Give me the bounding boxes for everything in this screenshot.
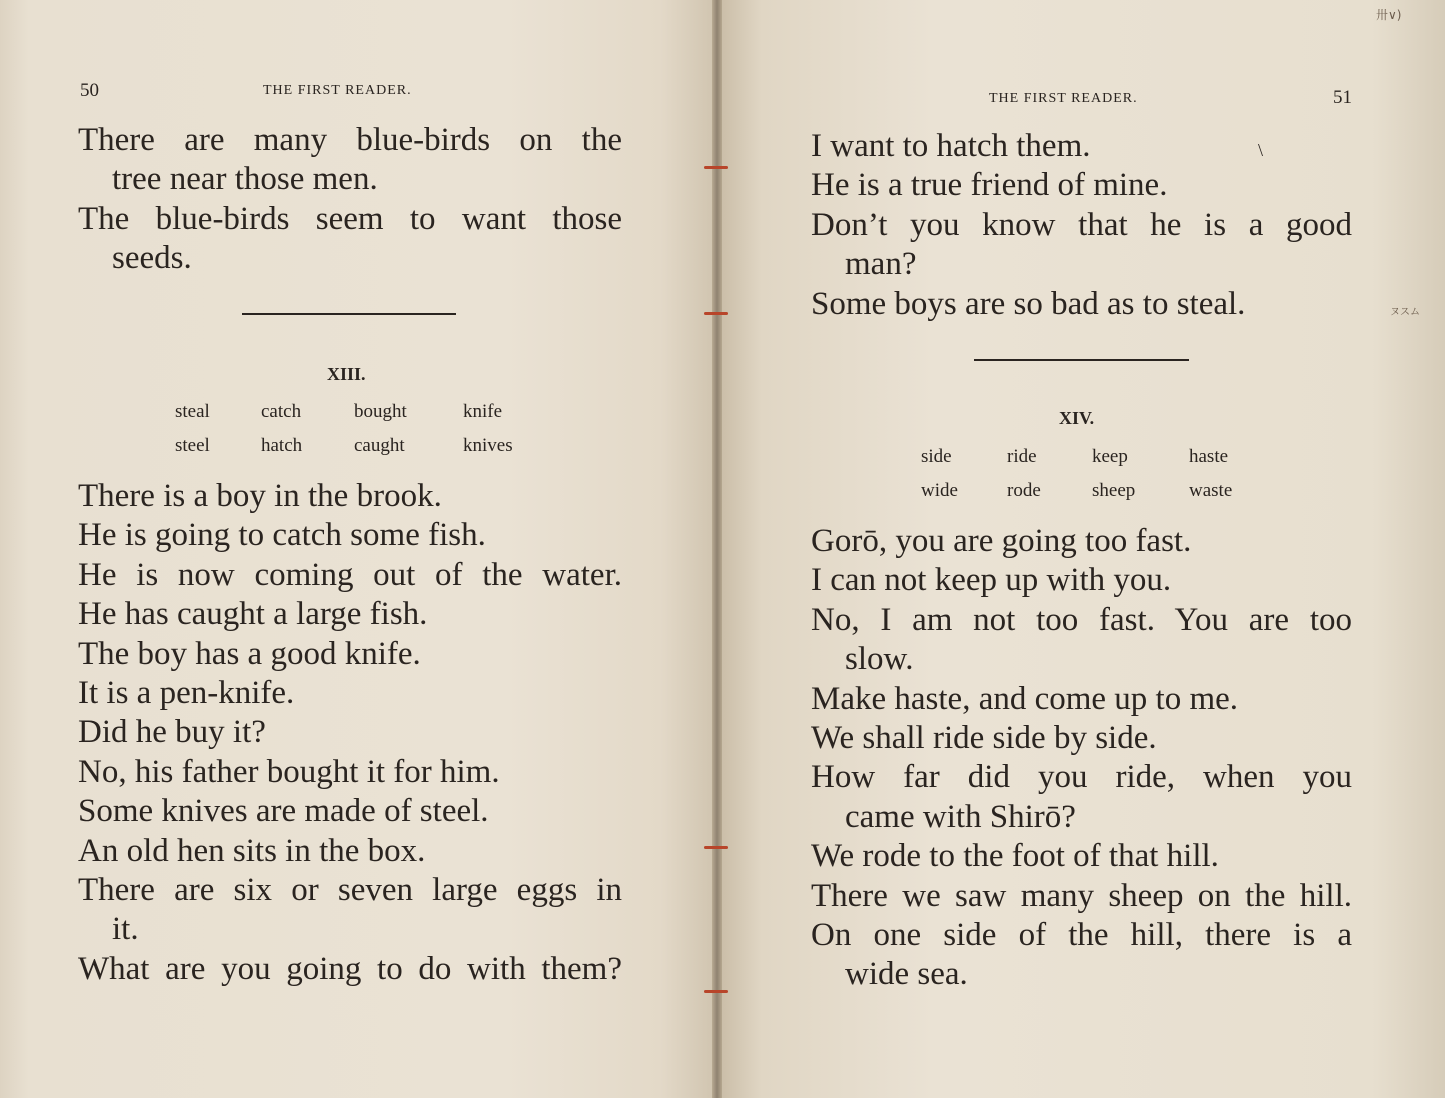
margin-note: ヌスム: [1390, 307, 1420, 318]
binding-stitch: [704, 312, 728, 315]
text-line: There are many blue-birds on the: [78, 122, 622, 158]
text-line: wide sea.: [845, 956, 968, 993]
text-line: He has caught a large fish.: [78, 596, 428, 633]
vocab-row: [921, 446, 1281, 480]
text-line: There we saw many sheep on the hill.: [811, 877, 1352, 914]
vocab-word: knife: [463, 401, 503, 422]
book-gutter: [712, 0, 722, 1098]
text-line: We shall ride side by side.: [811, 719, 1157, 756]
text-line: Gorō, you are going too fast.: [811, 523, 1192, 559]
text-line: He is a true friend of mine.: [811, 167, 1168, 204]
handwritten-note: 卅∨): [1376, 8, 1402, 22]
lesson-passage: [811, 522, 1352, 995]
vocab-word: waste: [1189, 480, 1233, 501]
pencil-mark: \: [1258, 140, 1264, 160]
text-line: No, his father bought it for him.: [78, 753, 500, 790]
text-line: There is a boy in the brook.: [78, 478, 442, 514]
vocab-word: sheep: [1092, 480, 1136, 501]
binding-stitch: [704, 166, 728, 169]
vocab-word: steal: [175, 401, 210, 422]
page-number: 50: [80, 80, 99, 101]
vocab-word: side: [921, 446, 952, 467]
binding-stitch: [704, 990, 728, 993]
text-line: He is going to catch some fish.: [78, 517, 486, 554]
left-page: [0, 0, 718, 1098]
vocab-row: [175, 435, 555, 469]
text-line: came with Shirō?: [845, 798, 1076, 835]
text-line: He is now coming out of the water.: [78, 556, 622, 593]
text-line: Some boys are so bad as to steal.: [811, 285, 1246, 322]
text-line: it.: [112, 911, 139, 948]
top-passage: [811, 127, 1352, 324]
text-line: How far did you ride, when you: [811, 759, 1352, 796]
vocab-word: haste: [1189, 446, 1229, 467]
lesson-passage: [78, 477, 622, 989]
vocab-word: hatch: [261, 435, 303, 456]
vocab-word: bought: [354, 401, 407, 422]
vocabulary-table: [175, 401, 555, 469]
text-line: I can not keep up with you.: [811, 562, 1172, 599]
text-line: Make haste, and come up to me.: [811, 680, 1239, 717]
text-line: seeds.: [112, 240, 192, 277]
running-head: THE FIRST READER.: [263, 83, 412, 98]
vocab-word: wide: [921, 480, 958, 501]
text-line: It is a pen-knife.: [78, 674, 295, 711]
section-divider: [974, 359, 1189, 361]
vocab-word: rode: [1007, 480, 1041, 501]
text-line: No, I am not too fast. You are too: [811, 601, 1352, 638]
section-divider: [242, 313, 456, 315]
binding-stitch: [704, 846, 728, 849]
text-line: We rode to the foot of that hill.: [811, 838, 1219, 875]
page-number: 51: [1333, 87, 1352, 108]
text-line: man?: [845, 246, 917, 283]
vocab-word: ride: [1007, 446, 1037, 467]
text-line: I want to hatch them.: [811, 128, 1091, 164]
running-head: THE FIRST READER.: [989, 91, 1138, 106]
lesson-number: XIV.: [1059, 408, 1095, 428]
text-line: Did he buy it?: [78, 714, 266, 751]
lesson-number: XIII.: [327, 364, 366, 384]
text-line: slow.: [845, 641, 914, 678]
top-passage: [78, 121, 622, 279]
vocab-word: knives: [463, 435, 513, 456]
vocabulary-table: [921, 446, 1281, 512]
text-line: Some knives are made of steel.: [78, 793, 489, 830]
vocab-row: [175, 401, 555, 435]
vocab-row: [921, 480, 1281, 512]
text-line: An old hen sits in the box.: [78, 832, 426, 869]
vocab-word: steel: [175, 435, 210, 456]
text-line: There are six or seven large eggs in: [78, 871, 622, 908]
text-line: The blue-birds seem to want those: [78, 200, 622, 237]
text-line: The boy has a good knife.: [78, 635, 421, 672]
vocab-word: keep: [1092, 446, 1128, 467]
text-line: tree near those men.: [112, 161, 378, 198]
text-line: What are you going to do with them?: [78, 950, 622, 987]
text-line: Don’t you know that he is a good: [811, 206, 1352, 243]
right-page: [718, 0, 1445, 1098]
vocab-word: caught: [354, 435, 405, 456]
vocab-word: catch: [261, 401, 302, 422]
text-line: On one side of the hill, there is a: [811, 916, 1352, 953]
